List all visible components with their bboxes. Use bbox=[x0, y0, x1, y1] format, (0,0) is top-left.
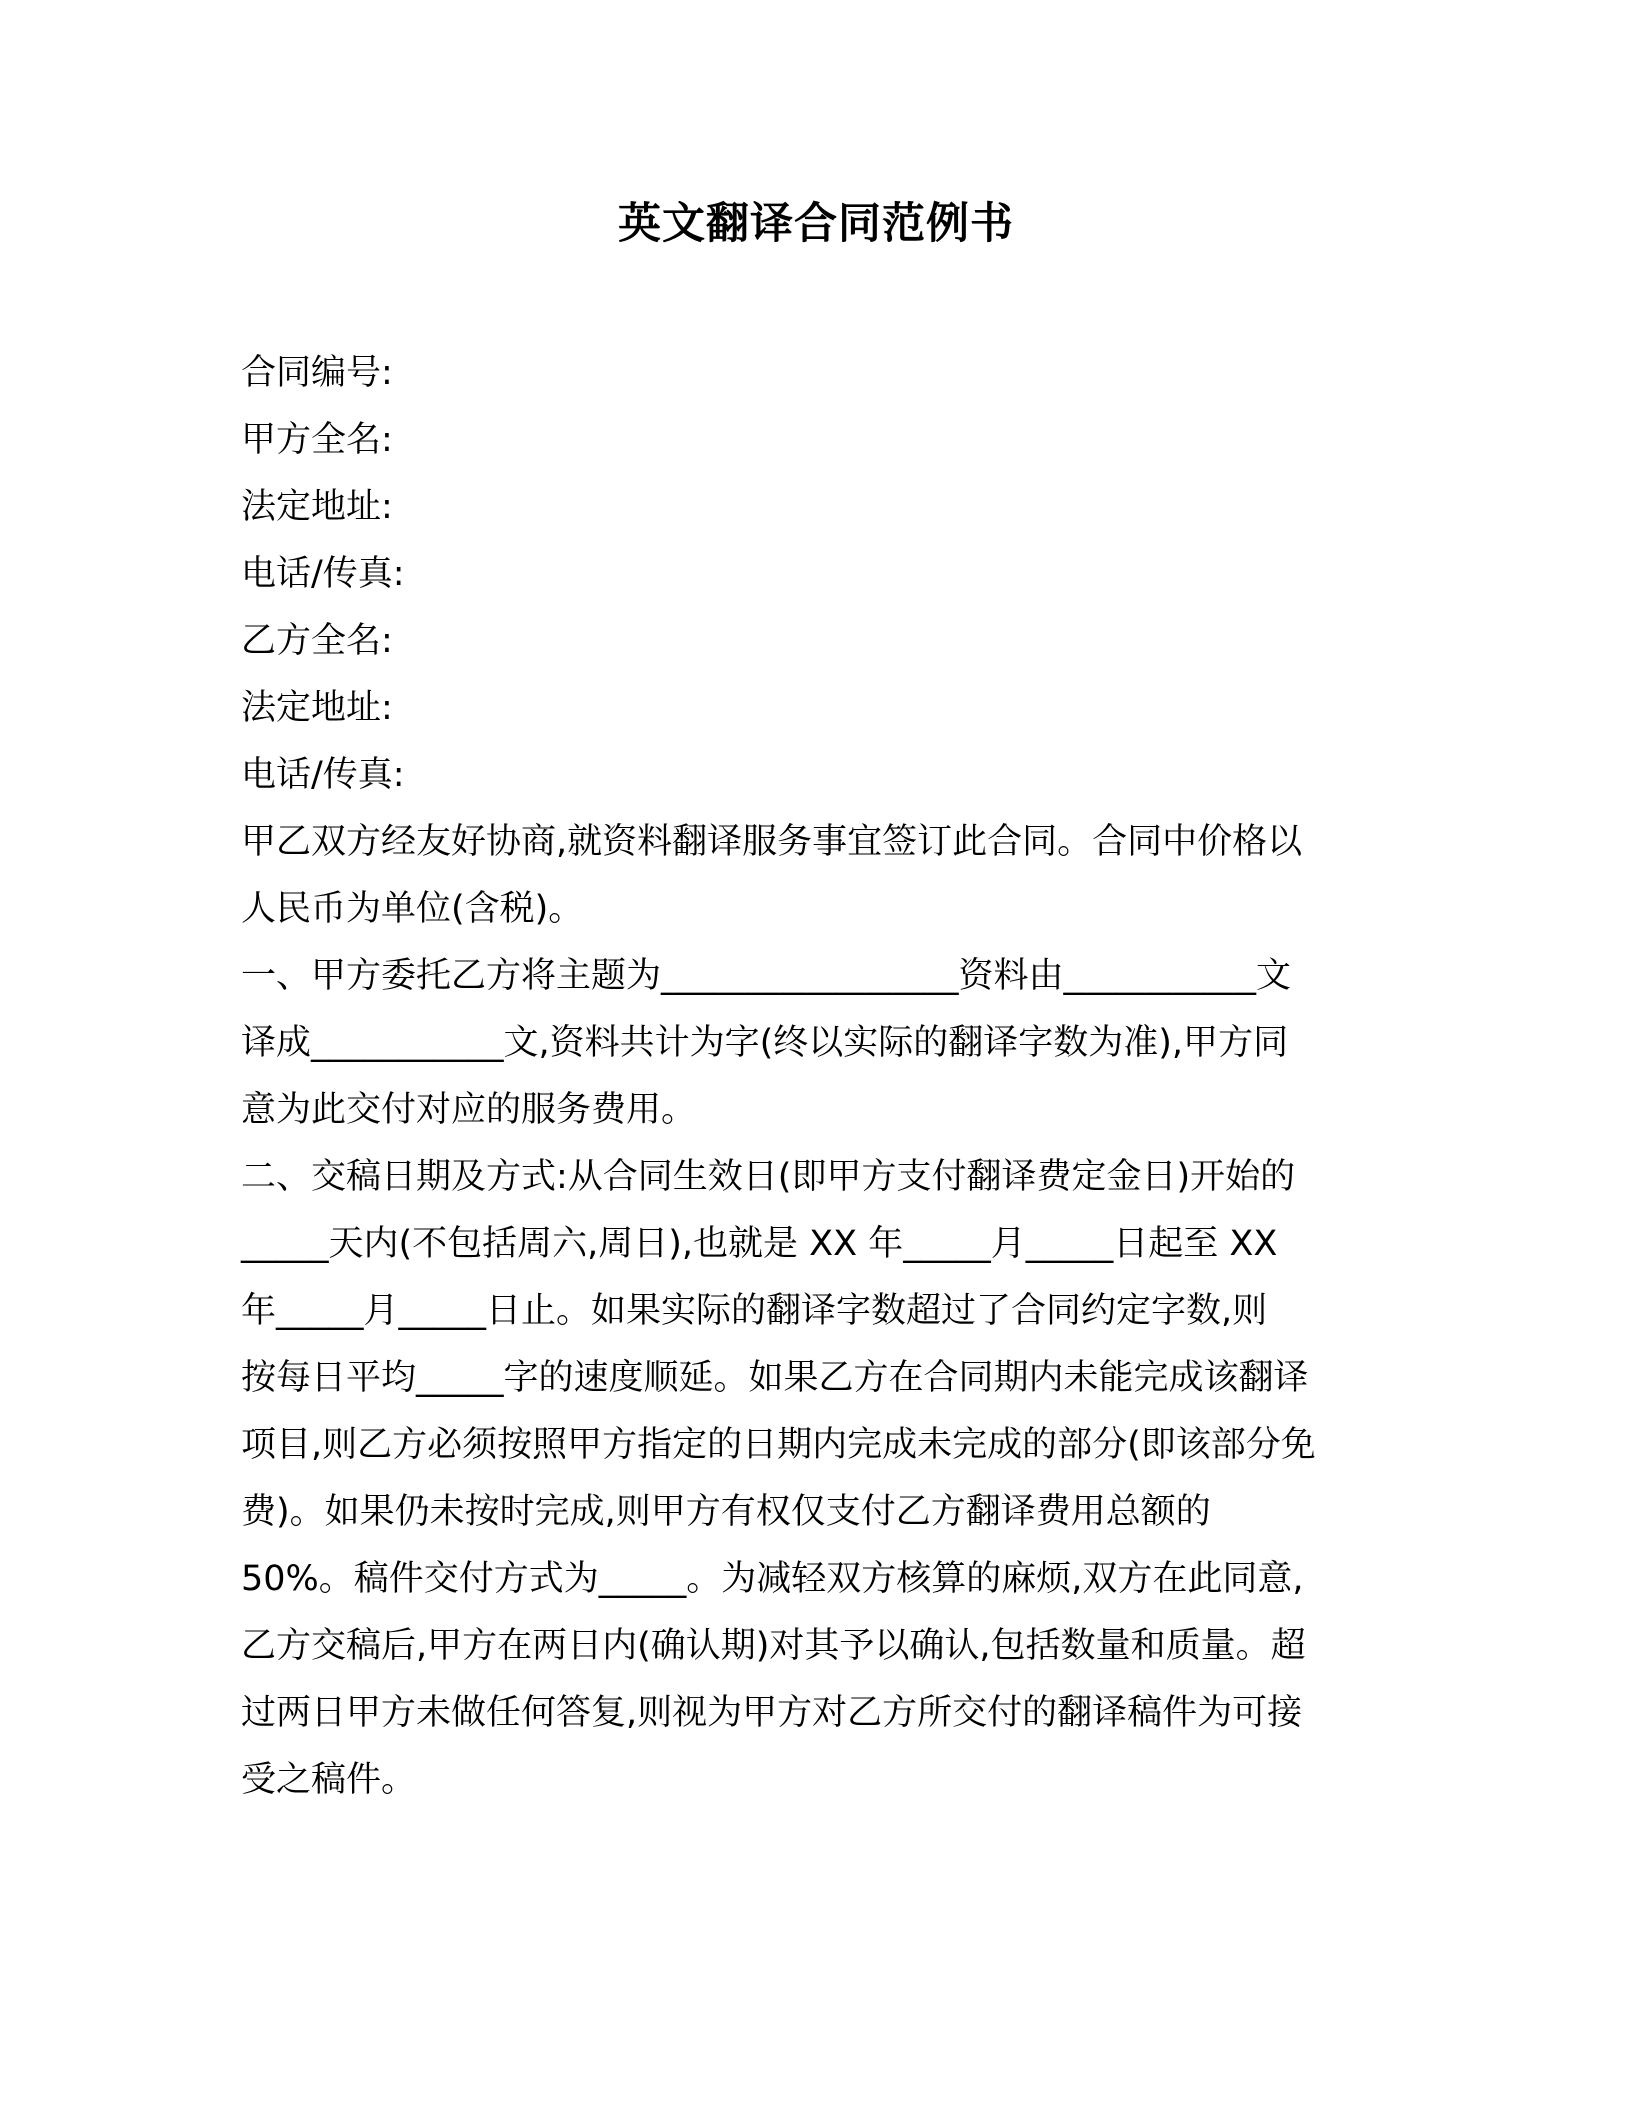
field-party-a-address: 法定地址: bbox=[241, 487, 393, 527]
clause-2-line: _____天内(不包括周六,周日),也就是 XX 年_____月_____日起至 XX bbox=[241, 1224, 1278, 1264]
clause-1-line: 译成___________文,资料共计为字(终以实际的翻译字数为准),甲方同 bbox=[241, 1023, 1289, 1063]
clause-2-line: 过两日甲方未做任何答复,则视为甲方对乙方所交付的翻译稿件为可接 bbox=[241, 1693, 1303, 1733]
clause-2-line: 按每日平均_____字的速度顺延。如果乙方在合同期内未能完成该翻译 bbox=[241, 1358, 1309, 1398]
clause-2-line: 费)。如果仍未按时完成,则甲方有权仅支付乙方翻译费用总额的 bbox=[241, 1492, 1211, 1532]
field-party-a-name: 甲方全名: bbox=[241, 420, 393, 460]
clause-2-line: 二、交稿日期及方式:从合同生效日(即甲方支付翻译费定金日)开始的 bbox=[241, 1157, 1296, 1197]
clause-1-line: 意为此交付对应的服务费用。 bbox=[241, 1090, 697, 1130]
clause-2-line: 受之稿件。 bbox=[241, 1760, 417, 1800]
clause-2-line: 50%。稿件交付方式为_____。为减轻双方核算的麻烦,双方在此同意, bbox=[241, 1559, 1304, 1599]
clause-2-line: 乙方交稿后,甲方在两日内(确认期)对其予以确认,包括数量和质量。超 bbox=[241, 1626, 1306, 1666]
field-party-b-name: 乙方全名: bbox=[241, 621, 393, 661]
field-party-b-phone-fax: 电话/传真: bbox=[241, 755, 405, 795]
field-contract-number: 合同编号: bbox=[241, 353, 393, 393]
clause-2-line: 年_____月_____日止。如果实际的翻译字数超过了合同约定字数,则 bbox=[241, 1291, 1268, 1331]
document-title: 英文翻译合同范例书 bbox=[618, 199, 1014, 249]
text-line: 甲乙双方经友好协商,就资料翻译服务事宜签订此合同。合同中价格以 bbox=[241, 822, 1303, 862]
document-body bbox=[241, 340, 1401, 1814]
field-party-b-address: 法定地址: bbox=[241, 688, 393, 728]
text-line: 人民币为单位(含税)。 bbox=[241, 889, 584, 929]
clause-2-line: 项目,则乙方必须按照甲方指定的日期内完成未完成的部分(即该部分免 bbox=[241, 1425, 1316, 1465]
field-party-a-phone-fax: 电话/传真: bbox=[241, 554, 405, 594]
clause-1-line: 一、甲方委托乙方将主题为_________________资料由___________文 bbox=[241, 956, 1292, 996]
